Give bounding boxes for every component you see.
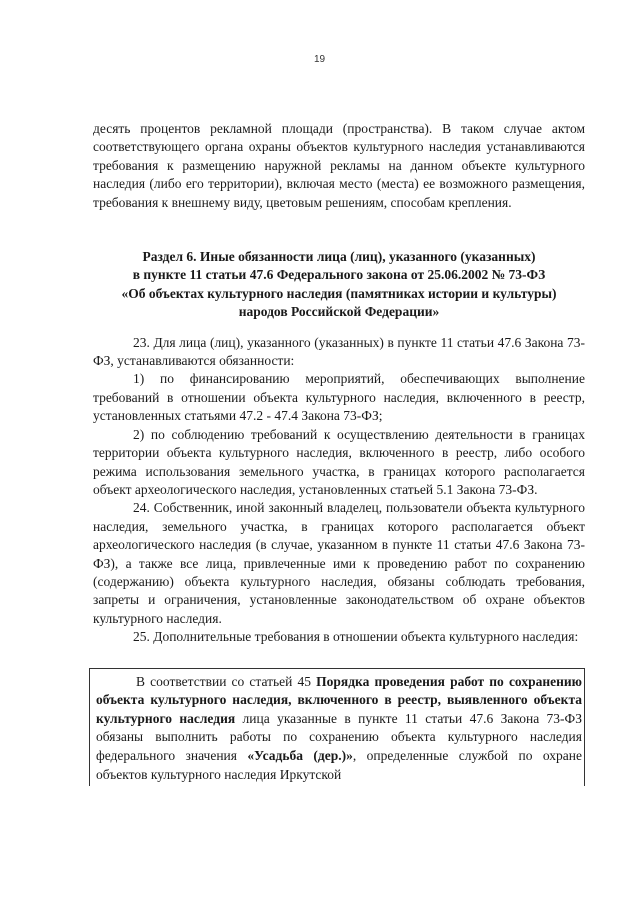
document-body: [93, 120, 585, 786]
item-25: 25. Дополнительные требования в отношении объекта культурного наследия:: [133, 629, 579, 645]
section-heading-line: в пункте 11 статьи 47.6 Федерального закона от 25.06.2002 № 73-ФЗ: [132, 267, 546, 283]
section-heading: [93, 248, 585, 322]
item-23-1: 1) по финансированию мероприятий, обеспечивающих выполнение требований в отношении объекта культурного наследия, включенного в реестр, установленных статьями 47.2 - 47.4 Закона 73-ФЗ;: [93, 371, 585, 424]
item-24: 24. Собственник, иной законный владелец, пользователи объекта культурного наследия, земельного участка, в границах которого располагается объект археологического наследия (в случае, указанном в пункте 11 статьи 47.6 Закона 73-ФЗ), а также все лица, привлеченные ими к проведению работ по сохранению (содержанию) объекта культурного наследия, обязаны соблюдать требования, запреты и ограничения, установленные законодательством об охране объектов культурного наследия.: [93, 500, 585, 626]
boxed-text: , определенные службой по охране объектов культурного наследия Иркутской: [96, 747, 582, 782]
item-23: 23. Для лица (лиц), указанного (указанных) в пункте 11 статьи 47.6 Закона 73-ФЗ, устанавливаются обязанности:: [93, 334, 585, 369]
item-23-2: 2) по соблюдению требований к осуществлению деятельности в границах территории объекта культурного наследия, включенного в реестр, либо особого режима использования земельного участка, в границах которого располагается объект археологического наследия, установленных статьей 5.1 Закона 73-ФЗ.: [93, 426, 585, 497]
boxed-text: лица указанные в пункте 11 статьи 47.6 Закона 73-ФЗ обязаны выполнить работы по сохранению объекта культурного наследия федерального значения: [96, 710, 582, 763]
page-number: 19: [313, 54, 326, 65]
boxed-text: В соответствии со статьей 45: [136, 673, 317, 689]
boxed-paragraph: [96, 673, 582, 785]
section-heading-line: народов Российской Федерации»: [238, 304, 440, 320]
intro-paragraph: десять процентов рекламной площади (пространства). В таком случае актом соответствующего органа охраны объектов культурного наследия устанавливаются требования к размещению наружной рекламы на данном объекте культурного наследия (либо его территории), включая место (места) ее возможного размещения, требования к внешнему виду, цветовым решениям, способам крепления.: [93, 121, 585, 210]
section-heading-line: «Об объектах культурного наследия (памятниках истории и культуры): [121, 285, 557, 301]
boxed-bold-text: Порядка проведения работ по сохранению объекта культурного наследия, включенного в реестр, выявленного объекта культурного наследия: [96, 673, 582, 726]
boxed-requirement: [89, 668, 585, 787]
section-heading-line: Раздел 6. Иные обязанности лица (лиц), указанного (указанных): [142, 249, 536, 265]
boxed-bold-text: «Усадьба (дер.)»: [247, 747, 353, 763]
